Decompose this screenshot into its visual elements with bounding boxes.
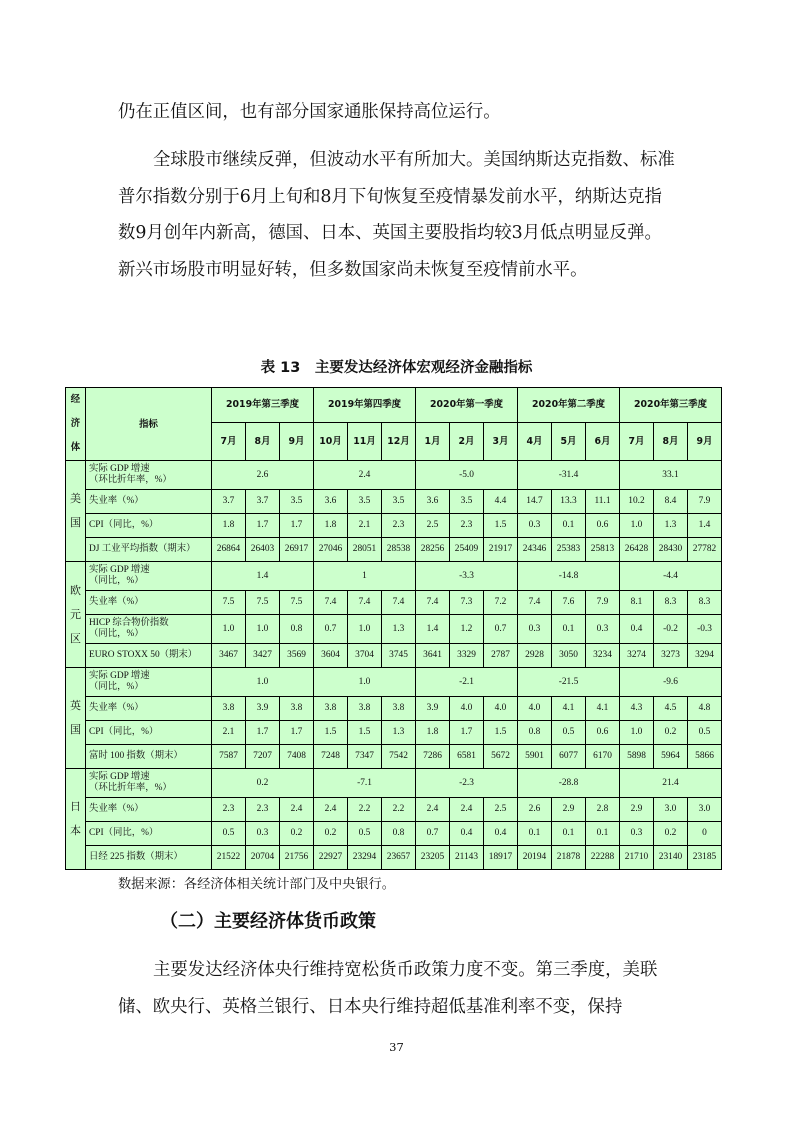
monthly-value: 3569 <box>280 644 314 668</box>
monthly-value: 4.4 <box>484 490 518 514</box>
monthly-value: 2.9 <box>620 798 654 822</box>
monthly-value: 7.4 <box>416 591 450 615</box>
monthly-value: 4.1 <box>586 697 620 721</box>
monthly-value: 5866 <box>688 745 722 769</box>
month-header: 1月 <box>416 422 450 460</box>
quarterly-value: -5.0 <box>416 461 518 490</box>
monthly-value: 0.7 <box>484 615 518 644</box>
monthly-value: 11.1 <box>586 490 620 514</box>
monthly-value: 0.1 <box>518 822 552 846</box>
monthly-value: 0.3 <box>518 514 552 538</box>
indicator-unit: （环比折年率，%） <box>89 783 172 793</box>
monthly-value: 7.9 <box>688 490 722 514</box>
monthly-value: 0.4 <box>484 822 518 846</box>
indicator-header: 指标 <box>86 388 212 461</box>
month-header: 12月 <box>382 422 416 460</box>
monthly-value: 7542 <box>382 745 416 769</box>
month-header: 2月 <box>450 422 484 460</box>
monthly-value: 23205 <box>416 846 450 870</box>
monthly-value: 3.8 <box>212 697 246 721</box>
indicator-name: 实际 GDP 增速 <box>89 671 150 681</box>
monthly-value: 18917 <box>484 846 518 870</box>
indicator-name: 实际 GDP 增速 <box>89 772 150 782</box>
monthly-value: 2.9 <box>552 798 586 822</box>
monthly-value: 21917 <box>484 538 518 562</box>
region-name: 欧元区 <box>70 584 81 645</box>
monthly-value: 7248 <box>314 745 348 769</box>
quarterly-value: 33.1 <box>620 461 722 490</box>
quarterly-value: 1.0 <box>212 668 314 697</box>
monthly-value: 1.7 <box>450 721 484 745</box>
monthly-value: 3.5 <box>450 490 484 514</box>
monthly-value: 7408 <box>280 745 314 769</box>
monthly-value: 1.0 <box>620 721 654 745</box>
monthly-value: 0.5 <box>212 822 246 846</box>
indicator-label <box>86 721 212 745</box>
monthly-value: 1.8 <box>314 514 348 538</box>
monthly-value: 0.6 <box>586 514 620 538</box>
indicator-name: 富时 100 指数（期末） <box>89 751 183 761</box>
monthly-value: 26917 <box>280 538 314 562</box>
monthly-value: 2.4 <box>416 798 450 822</box>
quarterly-value: -2.1 <box>416 668 518 697</box>
indicator-label <box>86 822 212 846</box>
monthly-value: 0.2 <box>654 721 688 745</box>
month-header: 8月 <box>654 422 688 460</box>
quarter-header: 2019年第三季度 <box>212 388 314 423</box>
monthly-value: 1.4 <box>688 514 722 538</box>
quarterly-value: -3.3 <box>416 562 518 591</box>
monthly-value: 8.1 <box>620 591 654 615</box>
monthly-value: 3.0 <box>688 798 722 822</box>
month-header: 7月 <box>620 422 654 460</box>
monthly-value: 28051 <box>348 538 382 562</box>
monthly-value: 0.5 <box>348 822 382 846</box>
indicator-label <box>86 615 212 644</box>
monthly-value: 24346 <box>518 538 552 562</box>
quarterly-value: 1.0 <box>314 668 416 697</box>
monthly-value: 1.5 <box>314 721 348 745</box>
region-label <box>66 769 86 870</box>
monthly-value: 4.5 <box>654 697 688 721</box>
monthly-value: 1.0 <box>246 615 280 644</box>
monthly-value: 2.2 <box>382 798 416 822</box>
macro-indicators-table <box>65 387 722 870</box>
monthly-value: 26403 <box>246 538 280 562</box>
quarter-header: 2020年第三季度 <box>620 388 722 423</box>
monthly-value: 7.4 <box>382 591 416 615</box>
quarterly-value: -28.8 <box>518 769 620 798</box>
monthly-value: 3.8 <box>382 697 416 721</box>
monthly-value: 0.8 <box>382 822 416 846</box>
indicator-name: 失业率（%） <box>89 597 144 607</box>
monthly-value: 21143 <box>450 846 484 870</box>
month-header: 5月 <box>552 422 586 460</box>
indicator-label <box>86 538 212 562</box>
monthly-value: 21878 <box>552 846 586 870</box>
monthly-value: 3467 <box>212 644 246 668</box>
monthly-value: 4.8 <box>688 697 722 721</box>
monthly-value: 2.6 <box>518 798 552 822</box>
monthly-value: 2.2 <box>348 798 382 822</box>
indicator-label <box>86 562 212 591</box>
monthly-value: 1.5 <box>348 721 382 745</box>
monthly-value: 14.7 <box>518 490 552 514</box>
month-header: 10月 <box>314 422 348 460</box>
month-header: 11月 <box>348 422 382 460</box>
monthly-value: 1.0 <box>212 615 246 644</box>
monthly-value: 2.3 <box>212 798 246 822</box>
monthly-value: 1.7 <box>280 721 314 745</box>
monthly-value: 0.7 <box>416 822 450 846</box>
section-heading: （二）主要经济体货币政策 <box>160 911 376 932</box>
monthly-value: 21710 <box>620 846 654 870</box>
quarterly-value: 2.6 <box>212 461 314 490</box>
indicator-name: 日经 225 指数（期末） <box>89 852 183 862</box>
monthly-value: 7587 <box>212 745 246 769</box>
monthly-value: 7.4 <box>348 591 382 615</box>
indicator-label <box>86 514 212 538</box>
indicator-name: 实际 GDP 增速 <box>89 464 150 474</box>
monthly-value: 7.5 <box>280 591 314 615</box>
indicator-label <box>86 798 212 822</box>
monthly-value: 7347 <box>348 745 382 769</box>
indicator-unit: （同比，%） <box>89 629 144 639</box>
monthly-value: 28538 <box>382 538 416 562</box>
region-label <box>66 668 86 769</box>
monthly-value: 23657 <box>382 846 416 870</box>
monthly-value: 7.5 <box>246 591 280 615</box>
quarterly-value: -14.8 <box>518 562 620 591</box>
data-source-note: 数据来源：各经济体相关统计部门及中央银行。 <box>118 877 395 892</box>
monthly-value: 3604 <box>314 644 348 668</box>
monthly-value: 1.5 <box>484 514 518 538</box>
indicator-name: 实际 GDP 增速 <box>89 565 150 575</box>
indicator-label <box>86 846 212 870</box>
monthly-value: 7207 <box>246 745 280 769</box>
quarter-header: 2019年第四季度 <box>314 388 416 423</box>
monthly-value: 0.2 <box>314 822 348 846</box>
indicator-name: CPI（同比，%） <box>89 828 159 838</box>
monthly-value: 21522 <box>212 846 246 870</box>
monthly-value: 20704 <box>246 846 280 870</box>
region-label <box>66 461 86 562</box>
monthly-value: 3.8 <box>314 697 348 721</box>
monthly-value: 0.7 <box>314 615 348 644</box>
indicator-name: 失业率（%） <box>89 496 144 506</box>
monthly-value: 0.1 <box>552 615 586 644</box>
quarter-header: 2020年第二季度 <box>518 388 620 423</box>
monthly-value: 2.8 <box>586 798 620 822</box>
quarterly-value: -21.5 <box>518 668 620 697</box>
monthly-value: 8.4 <box>654 490 688 514</box>
indicator-name: 失业率（%） <box>89 804 144 814</box>
monthly-value: 26428 <box>620 538 654 562</box>
monthly-value: 20194 <box>518 846 552 870</box>
monthly-value: 0.5 <box>552 721 586 745</box>
indicator-unit: （环比折年率，%） <box>89 475 172 485</box>
region-label <box>66 562 86 668</box>
monthly-value: 10.2 <box>620 490 654 514</box>
monthly-value: -0.2 <box>654 615 688 644</box>
monthly-value: 3.6 <box>416 490 450 514</box>
monthly-value: 4.0 <box>450 697 484 721</box>
monthly-value: 0.3 <box>518 615 552 644</box>
monthly-value: 0.3 <box>620 822 654 846</box>
monthly-value: 1.8 <box>212 514 246 538</box>
month-header: 9月 <box>280 422 314 460</box>
region-name: 日本 <box>70 801 81 837</box>
monthly-value: 7.9 <box>586 591 620 615</box>
table-caption: 表 13 主要发达经济体宏观经济金融指标 <box>260 360 533 376</box>
monthly-value: 4.1 <box>552 697 586 721</box>
monthly-value: 26864 <box>212 538 246 562</box>
indicator-name: CPI（同比，%） <box>89 520 159 530</box>
monthly-value: 25813 <box>586 538 620 562</box>
monthly-value: 3.5 <box>280 490 314 514</box>
quarterly-value: 2.4 <box>314 461 416 490</box>
monthly-value: 1.0 <box>620 514 654 538</box>
indicator-label <box>86 769 212 798</box>
monthly-value: 3.5 <box>348 490 382 514</box>
month-header: 6月 <box>586 422 620 460</box>
indicator-label <box>86 461 212 490</box>
monthly-value: 0.2 <box>654 822 688 846</box>
monthly-value: 4.0 <box>518 697 552 721</box>
monthly-value: 21756 <box>280 846 314 870</box>
monthly-value: 2.5 <box>416 514 450 538</box>
monthly-value: 1.0 <box>348 615 382 644</box>
monthly-value: 3745 <box>382 644 416 668</box>
monthly-value: 0.4 <box>450 822 484 846</box>
monthly-value: 22288 <box>586 846 620 870</box>
monthly-value: 2.5 <box>484 798 518 822</box>
monthly-value: 27046 <box>314 538 348 562</box>
monthly-value: 8.3 <box>654 591 688 615</box>
paragraph-1: 仍在正值区间，也有部分国家通胀保持高位运行。 <box>118 102 501 122</box>
indicator-name: EURO STOXX 50（期末） <box>89 650 198 660</box>
indicator-label <box>86 644 212 668</box>
indicator-name: CPI（同比，%） <box>89 727 159 737</box>
monthly-value: 6581 <box>450 745 484 769</box>
indicator-name: 失业率（%） <box>89 703 144 713</box>
quarterly-value: -31.4 <box>518 461 620 490</box>
monthly-value: 28430 <box>654 538 688 562</box>
monthly-value: 5672 <box>484 745 518 769</box>
quarterly-value: -4.4 <box>620 562 722 591</box>
monthly-value: 3.8 <box>280 697 314 721</box>
monthly-value: 1.4 <box>416 615 450 644</box>
monthly-value: -0.3 <box>688 615 722 644</box>
monthly-value: 2.4 <box>280 798 314 822</box>
monthly-value: 27782 <box>688 538 722 562</box>
monthly-value: 2.4 <box>314 798 348 822</box>
monthly-value: 1.3 <box>382 721 416 745</box>
monthly-value: 1.7 <box>246 721 280 745</box>
quarterly-value: 21.4 <box>620 769 722 798</box>
monthly-value: 1.5 <box>484 721 518 745</box>
monthly-value: 8.3 <box>688 591 722 615</box>
monthly-value: 0.1 <box>552 822 586 846</box>
monthly-value: 3704 <box>348 644 382 668</box>
monthly-value: 3.7 <box>246 490 280 514</box>
monthly-value: 0.8 <box>280 615 314 644</box>
monthly-value: 3.9 <box>246 697 280 721</box>
monthly-value: 23294 <box>348 846 382 870</box>
monthly-value: 23140 <box>654 846 688 870</box>
monthly-value: 3641 <box>416 644 450 668</box>
monthly-value: 2.1 <box>212 721 246 745</box>
month-header: 8月 <box>246 422 280 460</box>
monthly-value: 3.6 <box>314 490 348 514</box>
monthly-value: 7.4 <box>518 591 552 615</box>
monthly-value: 7.2 <box>484 591 518 615</box>
monthly-value: 1.7 <box>246 514 280 538</box>
monthly-value: 25383 <box>552 538 586 562</box>
month-header: 3月 <box>484 422 518 460</box>
month-header: 7月 <box>212 422 246 460</box>
indicator-label <box>86 745 212 769</box>
monthly-value: 7286 <box>416 745 450 769</box>
indicator-label <box>86 490 212 514</box>
monthly-value: 2.4 <box>450 798 484 822</box>
monthly-value: 3427 <box>246 644 280 668</box>
quarter-header: 2020年第一季度 <box>416 388 518 423</box>
monthly-value: 4.0 <box>484 697 518 721</box>
monthly-value: 22927 <box>314 846 348 870</box>
monthly-value: 7.4 <box>314 591 348 615</box>
region-name: 英国 <box>70 700 81 736</box>
monthly-value: 3.9 <box>416 697 450 721</box>
month-header: 4月 <box>518 422 552 460</box>
monthly-value: 7.3 <box>450 591 484 615</box>
monthly-value: 3.7 <box>212 490 246 514</box>
monthly-value: 13.3 <box>552 490 586 514</box>
monthly-value: 2928 <box>518 644 552 668</box>
monthly-value: 0.8 <box>518 721 552 745</box>
monthly-value: 7.6 <box>552 591 586 615</box>
monthly-value: 0.5 <box>688 721 722 745</box>
monthly-value: 3050 <box>552 644 586 668</box>
monthly-value: 0.3 <box>586 615 620 644</box>
monthly-value: 6077 <box>552 745 586 769</box>
monthly-value: 0 <box>688 822 722 846</box>
indicator-name: DJ 工业平均指数（期末） <box>89 544 196 554</box>
monthly-value: 1.2 <box>450 615 484 644</box>
corner-label: 经济体 <box>70 394 81 453</box>
monthly-value: 4.3 <box>620 697 654 721</box>
region-name: 美国 <box>70 493 81 529</box>
quarterly-value: 1 <box>314 562 416 591</box>
monthly-value: 3.5 <box>382 490 416 514</box>
monthly-value: 7.5 <box>212 591 246 615</box>
monthly-value: 1.3 <box>382 615 416 644</box>
monthly-value: 3234 <box>586 644 620 668</box>
monthly-value: 1.3 <box>654 514 688 538</box>
monthly-value: 0.1 <box>552 514 586 538</box>
monthly-value: 2.3 <box>450 514 484 538</box>
indicator-label <box>86 697 212 721</box>
monthly-value: 3.8 <box>348 697 382 721</box>
indicator-unit: （同比，%） <box>89 682 144 692</box>
quarterly-value: -7.1 <box>314 769 416 798</box>
paragraph-3: 主要发达经济体央行维持宽松货币政策力度不变。第三季度，美联储、欧央行、英格兰银行、日本央行维持超低基准利率不变，保持 <box>118 960 658 1017</box>
monthly-value: 1.8 <box>416 721 450 745</box>
quarterly-value: -9.6 <box>620 668 722 697</box>
monthly-value: 0.3 <box>246 822 280 846</box>
monthly-value: 3329 <box>450 644 484 668</box>
indicator-name: HICP 综合物价指数 <box>89 618 169 628</box>
monthly-value: 0.6 <box>586 721 620 745</box>
corner-economy-header <box>66 388 86 461</box>
monthly-value: 1.7 <box>280 514 314 538</box>
monthly-value: 5901 <box>518 745 552 769</box>
page-number: 37 <box>389 1040 404 1054</box>
quarterly-value: 0.2 <box>212 769 314 798</box>
monthly-value: 2.1 <box>348 514 382 538</box>
quarterly-value: -2.3 <box>416 769 518 798</box>
indicator-label <box>86 668 212 697</box>
indicator-unit: （同比，%） <box>89 576 144 586</box>
monthly-value: 3274 <box>620 644 654 668</box>
monthly-value: 28256 <box>416 538 450 562</box>
monthly-value: 6170 <box>586 745 620 769</box>
month-header: 9月 <box>688 422 722 460</box>
monthly-value: 0.4 <box>620 615 654 644</box>
monthly-value: 3273 <box>654 644 688 668</box>
monthly-value: 5898 <box>620 745 654 769</box>
monthly-value: 3.0 <box>654 798 688 822</box>
monthly-value: 25409 <box>450 538 484 562</box>
monthly-value: 3294 <box>688 644 722 668</box>
monthly-value: 5964 <box>654 745 688 769</box>
indicator-label <box>86 591 212 615</box>
paragraph-2: 全球股市继续反弹，但波动水平有所加大。美国纳斯达克指数、标准普尔指数分别于6月上旬和8月下旬恢复至疫情暴发前水平，纳斯达克指数9月创年内新高，德国、日本、英国主要股指均较3月低点明显反弹。新兴市场股市明显好转，但多数国家尚未恢复至疫情前水平。 <box>118 150 675 280</box>
monthly-value: 2.3 <box>382 514 416 538</box>
monthly-value: 2787 <box>484 644 518 668</box>
quarterly-value: 1.4 <box>212 562 314 591</box>
monthly-value: 0.2 <box>280 822 314 846</box>
monthly-value: 0.1 <box>586 822 620 846</box>
monthly-value: 23185 <box>688 846 722 870</box>
monthly-value: 2.3 <box>246 798 280 822</box>
